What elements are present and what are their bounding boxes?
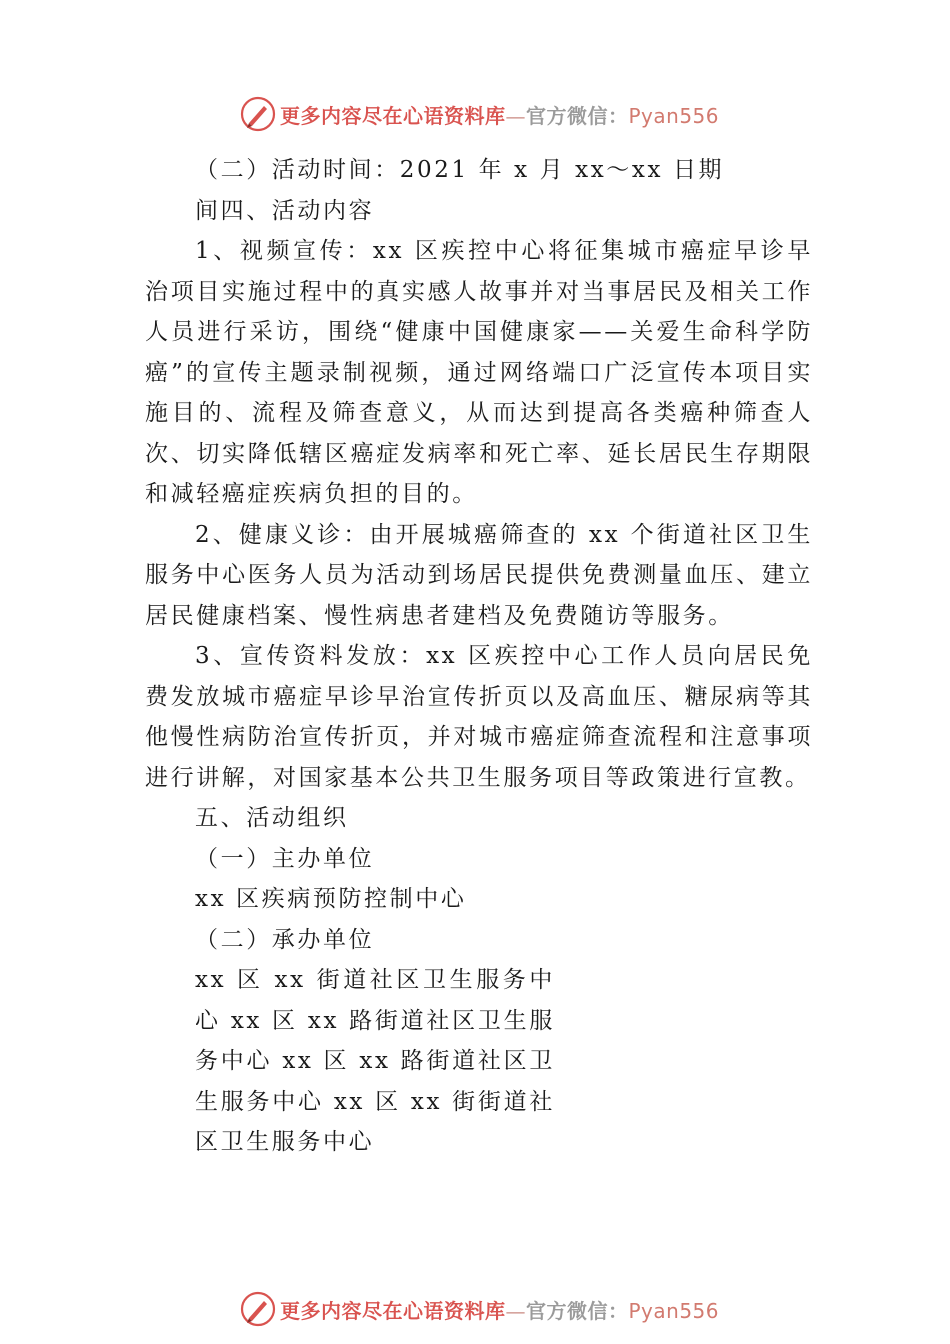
watermark-text xyxy=(280,100,719,129)
watermark-text xyxy=(280,1295,719,1324)
watermark-banner-bottom xyxy=(240,1291,719,1327)
section-heading-five: 五、活动组织 xyxy=(195,805,349,831)
pen-logo-icon xyxy=(240,1291,276,1327)
activity-time: （二）活动时间：2021 年 x 月 xx～xx 日期 xyxy=(195,157,725,183)
watermark-prefix: 更多内容尽在心语资料库 xyxy=(280,103,506,128)
pen-logo-icon xyxy=(240,96,276,132)
watermark-dash: — xyxy=(505,1298,526,1323)
item-video-promotion: 1、视频宣传：xx 区疾控中心将征集城市癌症早诊早治项目实施过程中的真实感人故事并对当事居民及相关工作人员进行采访，围绕“健康中国健康家——关爱生命科学防癌”的宣传主题录制视频，通过网络端口广泛宣传本项目实施目的、流程及筛查意义，从而达到提高各类癌种筛查人次、切实降低辖区癌症发病率和死亡率、延长居民生存期限和减轻癌症疾病负担的目的。 xyxy=(145,238,813,507)
section-heading-four: 间四、活动内容 xyxy=(195,197,375,224)
document-body xyxy=(145,150,813,1163)
item-health-clinic: 2、健康义诊：由开展城癌筛查的 xx 个街道社区卫生服务中心医务人员为活动到场居民提供免费测量血压、建立居民健康档案、慢性病患者建档及免费随访等服务。 xyxy=(145,521,813,629)
host-unit: xx 区疾病预防控制中心 xyxy=(195,886,467,912)
co-organizer-list: xx 区 xx 街道社区卫生服务中心 xx 区 xx 路街道社区卫生服务中心 xx 区 xx 路街道社区卫生服务中心 xx 区 xx 街街道社区卫生服务中心 xyxy=(195,967,555,1155)
watermark-banner-top xyxy=(240,96,719,132)
watermark-wechat-id: Pyan556 xyxy=(628,1298,720,1323)
co-organizer-heading: （二）承办单位 xyxy=(195,926,375,953)
watermark-wechat-label: 官方微信： xyxy=(526,103,629,128)
host-heading: （一）主办单位 xyxy=(195,845,375,872)
watermark-wechat-label: 官方微信： xyxy=(526,1298,629,1323)
watermark-prefix: 更多内容尽在心语资料库 xyxy=(280,1298,506,1323)
watermark-dash: — xyxy=(505,103,526,128)
item-material-distribution: 3、宣传资料发放：xx 区疾控中心工作人员向居民免费发放城市癌症早诊早治宣传折页以及高血压、糖尿病等其他慢性病防治宣传折页，并对城市癌症筛查流程和注意事项进行讲解，对国家基本公共卫生服务项目等政策进行宣教。 xyxy=(145,643,813,791)
watermark-wechat-id: Pyan556 xyxy=(628,103,720,128)
